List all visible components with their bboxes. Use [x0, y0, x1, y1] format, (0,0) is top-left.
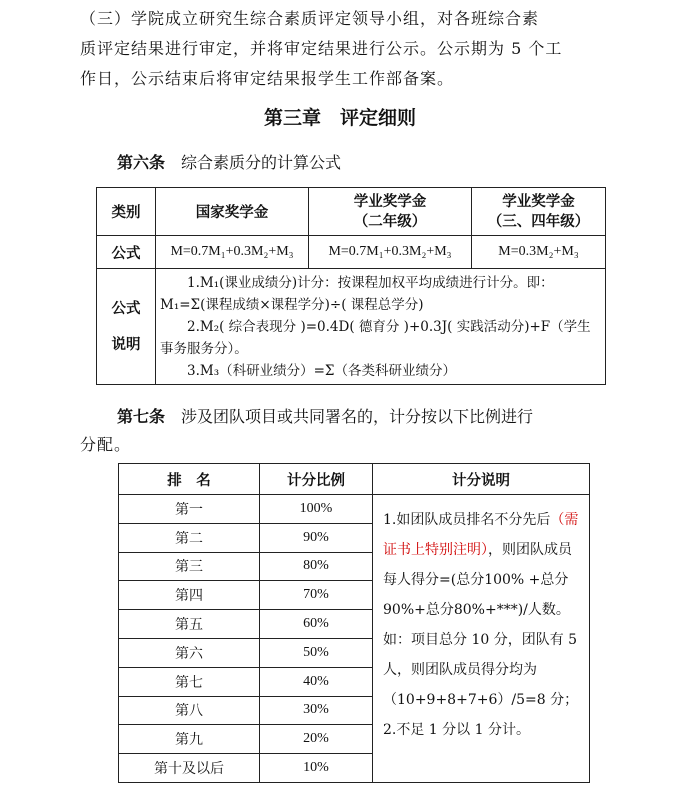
- explanation-red-note: （需证书上特别注明）: [383, 512, 579, 558]
- ratio-cell: 40%: [260, 667, 373, 696]
- header-national: 国家奖学金: [156, 188, 309, 236]
- rank-cell: 第十及以后: [119, 754, 260, 783]
- ratio-cell: 10%: [260, 754, 373, 783]
- article-7: [117, 402, 617, 432]
- note-1: 1.M₁(课业成绩分)计分：按课程加权平均成绩进行计分。即：M₁=Σ(课程成绩×课程学分)÷( 课程总学分): [160, 274, 554, 313]
- header-rank: 排 名: [119, 464, 260, 495]
- explanation-part-2: ，则团队成员每人得分=(总分100% +总分 90%+总分80%+***)/人数。如：项目总分 10 分，团队有 5 人，则团队成员得分均为（10+9+8+7+6）/5=8 分；: [383, 542, 579, 708]
- rank-cell: 第四: [119, 581, 260, 610]
- intro-line-1: （三）学院成立研究生综合素质评定领导小组，对各班综合素: [80, 9, 540, 28]
- article-7-number: 第七条: [117, 407, 166, 426]
- article-6: [117, 150, 341, 173]
- header-ratio: 计分比例: [260, 464, 373, 495]
- formula-label: 公式: [97, 236, 156, 269]
- formula-academic-2: M=0.7M₁+0.3M₂+M₃: [309, 236, 472, 269]
- formula-table: [96, 187, 606, 385]
- header-category: 类别: [97, 188, 156, 236]
- rank-cell: 第五: [119, 610, 260, 639]
- ratio-cell: 60%: [260, 610, 373, 639]
- rank-cell: 第三: [119, 552, 260, 581]
- rank-cell: 第二: [119, 523, 260, 552]
- header-academic-2: 学业奖学金 （二年级）: [309, 188, 472, 236]
- formula-notes: [156, 269, 606, 385]
- article-6-text: 综合素质分的计算公式: [181, 153, 342, 172]
- header-explanation: 计分说明: [373, 464, 590, 495]
- article-6-number: 第六条: [117, 153, 166, 172]
- rank-cell: 第八: [119, 696, 260, 725]
- explanation-part-1: 1.如团队成员排名不分先后: [383, 512, 551, 528]
- note-2: 2.M₂( 综合表现分 )=0.4D( 德育分 )+0.3J( 实践活动分)+F（学生事务服务分）。: [160, 318, 591, 357]
- formula-national: M=0.7M₁+0.3M₂+M₃: [156, 236, 309, 269]
- article-7-text: 涉及团队项目或共同署名的，计分按以下比例进行: [181, 407, 534, 426]
- ratio-cell: 100%: [260, 495, 373, 524]
- note-3: 3.M₃（科研业绩分）=Σ（各类科研业绩分）: [187, 362, 456, 379]
- explanation-part-3: 2.不足 1 分以 1 分计。: [383, 722, 530, 738]
- intro-line-3: 作日，公示结束后将审定结果报学生工作部备案。: [80, 69, 455, 88]
- ratio-explanation: [373, 495, 590, 783]
- chapter-title: 第三章 评定细则: [263, 107, 416, 129]
- ratio-table: [118, 463, 590, 783]
- intro-line-2: 质评定结果进行审定，并将审定结果进行公示。公示期为 5 个工: [80, 39, 563, 58]
- article-7-line-2: 分配。: [80, 435, 132, 454]
- ratio-cell: 90%: [260, 523, 373, 552]
- ratio-cell: 50%: [260, 638, 373, 667]
- note-label: 公式 说明: [97, 269, 156, 385]
- rank-cell: 第七: [119, 667, 260, 696]
- ratio-cell: 80%: [260, 552, 373, 581]
- ratio-cell: 30%: [260, 696, 373, 725]
- rank-cell: 第一: [119, 495, 260, 524]
- ratio-cell: 20%: [260, 725, 373, 754]
- rank-cell: 第六: [119, 638, 260, 667]
- formula-academic-34: M=0.3M₂+M₃: [472, 236, 606, 269]
- header-academic-34: 学业奖学金 （三、四年级）: [472, 188, 606, 236]
- rank-cell: 第九: [119, 725, 260, 754]
- ratio-cell: 70%: [260, 581, 373, 610]
